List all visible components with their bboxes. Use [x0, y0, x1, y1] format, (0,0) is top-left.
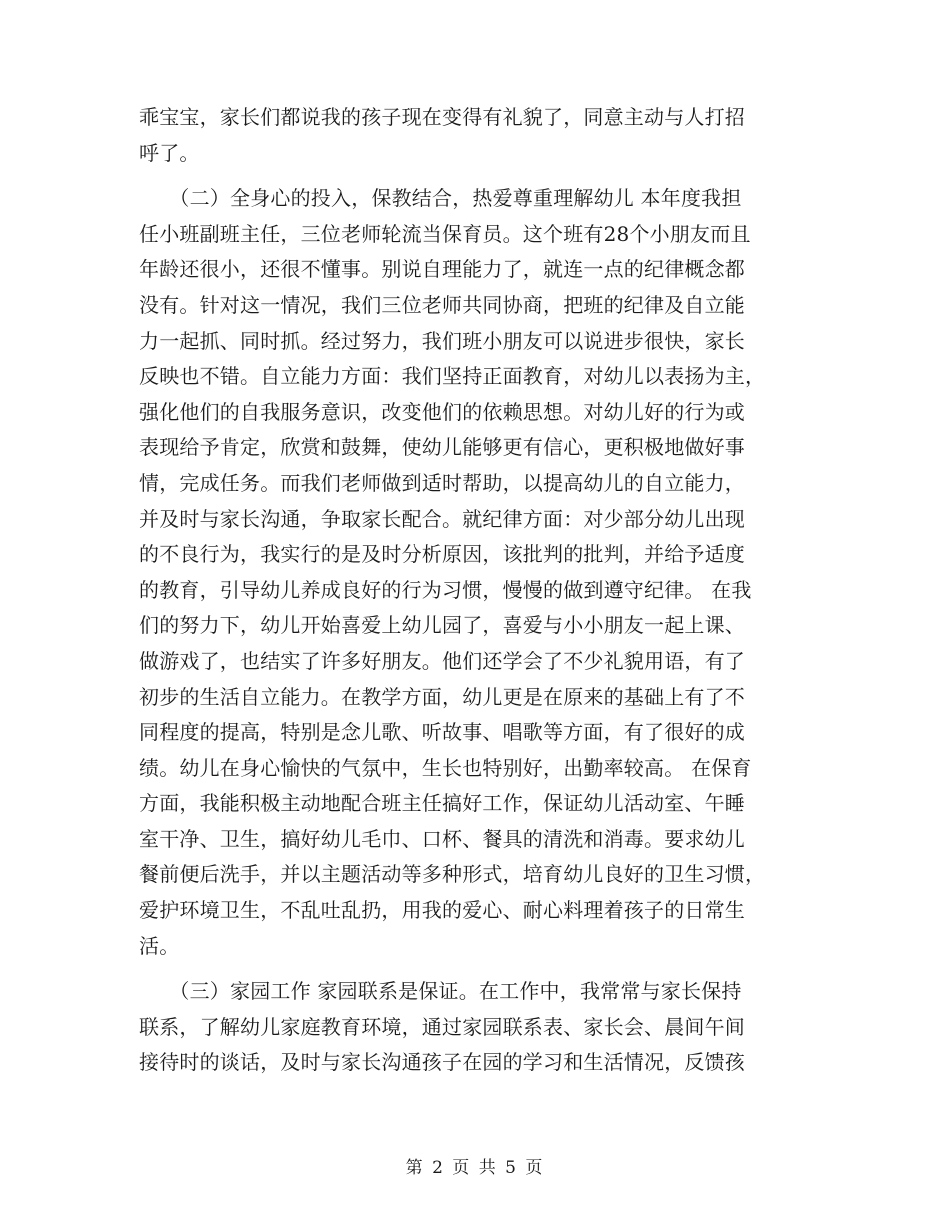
text-line: 强化他们的自我服务意识，改变他们的依赖思想。对幼儿好的行为或: [139, 399, 745, 424]
text-line: （二）全身心的投入，保教结合，热爱尊重理解幼儿 本年度我担: [139, 186, 742, 211]
text-line: 方面，我能积极主动地配合班主任搞好工作，保证幼儿活动室、午睡: [139, 791, 745, 816]
text-line: 乖宝宝，家长们都说我的孩子现在变得有礼貌了，同意主动与人打招: [139, 105, 745, 129]
paragraph-gap: [139, 964, 819, 974]
paragraph-gap: [139, 171, 819, 181]
text-line: 力一起抓、同时抓。经过努力，我们班小朋友可以说进步很快，家长: [139, 328, 745, 353]
paragraph: [139, 974, 819, 1081]
text-line: 情，完成任务。而我们老师做到适时帮助，以提高幼儿的自立能力，: [139, 470, 745, 495]
text-line: 接待时的谈话，及时与家长沟通孩子在园的学习和生活情况，反馈孩: [139, 1050, 745, 1075]
paragraph: [139, 181, 819, 964]
document-body: [139, 100, 819, 1081]
text-line: 做游戏了，也结实了许多好朋友。他们还学会了不少礼貌用语，有了: [139, 648, 745, 673]
text-line: 们的努力下，幼儿开始喜爱上幼儿园了，喜爱与小小朋友一起上课、: [139, 613, 745, 638]
text-line: 室干净、卫生，搞好幼儿毛巾、口杯、餐具的清洗和消毒。要求幼儿: [139, 826, 745, 851]
text-line: 表现给予肯定，欣赏和鼓舞，使幼儿能够更有信心，更积极地做好事: [139, 435, 745, 460]
text-line: 没有。针对这一情况，我们三位老师共同协商，把班的纪律及自立能: [139, 292, 745, 317]
text-line: 同程度的提高，特别是念儿歌、听故事、唱歌等方面，有了很好的成: [139, 720, 745, 745]
text-line: 并及时与家长沟通，争取家长配合。就纪律方面：对少部分幼儿出现: [139, 506, 745, 531]
text-line: 年龄还很小，还很不懂事。别说自理能力了，就连一点的纪律概念都: [139, 257, 745, 282]
text-line: 餐前便后洗手，并以主题活动等多种形式，培育幼儿良好的卫生习惯，: [139, 862, 766, 887]
text-line: 活。: [139, 933, 180, 958]
text-line: 任小班副班主任，三位老师轮流当保育员。这个班有28个小朋友而且: [139, 221, 751, 246]
text-line: 初步的生活自立能力。在教学方面，幼儿更是在原来的基础上有了不: [139, 684, 745, 709]
text-line: 爱护环境卫生，不乱吐乱扔，用我的爱心、耐心料理着孩子的日常生: [139, 898, 745, 923]
page-number-label: 第 2 页 共 5 页: [405, 1158, 545, 1178]
text-line: 的不良行为，我实行的是及时分析原因，该批判的批判，并给予适度: [139, 542, 745, 567]
text-line: 绩。幼儿在身心愉快的气氛中，生长也特别好，出勤率较高。 在保育: [139, 755, 752, 780]
text-line: 呼了。: [139, 140, 200, 165]
text-line: 的教育，引导幼儿养成良好的行为习惯，慢慢的做到遵守纪律。 在我: [139, 577, 752, 602]
paragraph: [139, 100, 819, 171]
text-line: 反映也不错。自立能力方面：我们坚持正面教育，对幼儿以表扬为主，: [139, 364, 766, 389]
text-line: （三）家园工作 家园联系是保证。在工作中，我常常与家长保持: [139, 979, 742, 1004]
page-footer: [0, 1153, 950, 1178]
text-line: 联系，了解幼儿家庭教育环境，通过家园联系表、家长会、晨间午间: [139, 1014, 745, 1039]
